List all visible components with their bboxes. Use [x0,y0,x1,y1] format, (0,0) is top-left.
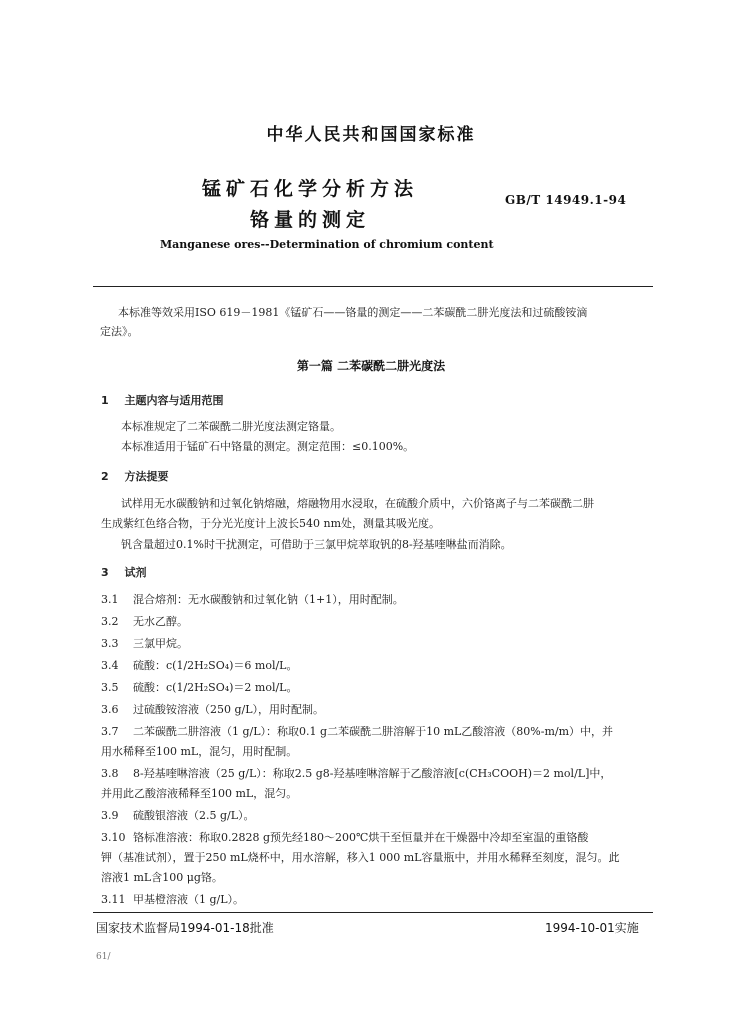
reagent-item: 3.5 硫酸：c(1/2H₂SO₄)＝2 mol/L。 [101,681,298,694]
reagent-item: 3.1 混合熔剂：无水碳酸钠和过氧化钠（1+1），用时配制。 [101,593,404,606]
reagent-item: 3.9 硫酸银溶液（2.5 g/L）。 [101,809,255,822]
section-title: 主题内容与适用范围 [124,394,224,407]
reagent-item: 3.6 过硫酸铵溶液（250 g/L），用时配制。 [101,703,325,716]
section-title: 方法提要 [124,470,169,483]
header-rule [93,286,653,287]
reagent-item-continuation: 溶液1 mL含100 μg铬。 [101,871,223,884]
reagent-item: 3.10 铬标准溶液：称取0.2828 g预先经180～200℃烘干至恒量并在干燥器中冷却至室温的重铬酸 [101,831,589,844]
section-text: 本标准规定了二苯碳酰二肼光度法测定铬量。 [121,420,341,433]
footer-rule [93,912,653,913]
section-number: 2 [101,470,109,483]
title-line-1: 锰矿石化学分析方法 [201,178,418,200]
section-heading [101,467,169,486]
reagent-item-continuation: 钾（基准试剂），置于250 mL烧杯中，用水溶解，移入1 000 mL容量瓶中，并用水稀释至刻度，混匀。此 [101,851,620,864]
part-title: 第一篇 二苯碳酰二肼光度法 [296,359,446,373]
section-heading [101,391,224,410]
section-heading [101,563,147,582]
section-number: 1 [101,394,109,407]
approval-date: 国家技术监督局1994-01-18批准 [96,921,274,935]
reagent-item: 3.8 8-羟基喹啉溶液（25 g/L）：称取2.5 g8-羟基喹啉溶解于乙酸溶液[c(CH₃COOH)＝2 mol/L]中， [101,767,612,780]
effective-date: 1994-10-01实施 [545,921,639,935]
reagent-item: 3.4 硫酸：c(1/2H₂SO₄)＝6 mol/L。 [101,659,298,672]
standard-code: GB/T 14949.1-94 [505,193,627,207]
reagent-item: 3.2 无水乙醇。 [101,615,188,628]
intro-line-2: 定法》。 [100,325,139,338]
reagent-item: 3.3 三氯甲烷。 [101,637,188,650]
section-title: 试剂 [124,566,147,579]
reagent-item-continuation: 用水稀释至100 mL，混匀，用时配制。 [101,745,298,758]
section-text: 生成紫红色络合物，于分光光度计上波长540 nm处，测量其吸光度。 [101,517,441,530]
reagent-item: 3.11 甲基橙溶液（1 g/L）。 [101,893,245,906]
standard-header: 中华人民共和国国家标准 [266,125,476,145]
english-title: Manganese ores--Determination of chromium content [160,238,494,251]
intro-line-1: 本标准等效采用ISO 619－1981《锰矿石——铬量的测定——二苯碳酰二肼光度法和过硫酸铵滴 [118,306,588,319]
section-text: 本标准适用于锰矿石中铬量的测定。测定范围：≤0.100%。 [121,440,415,453]
section-number: 3 [101,566,109,579]
reagent-item-continuation: 并用此乙酸溶液稀释至100 mL，混匀。 [101,787,298,800]
page-number: 61/ [96,952,111,962]
section-text: 试样用无水碳酸钠和过氧化钠熔融，熔融物用水浸取，在硫酸介质中，六价铬离子与二苯碳酰二肼 [121,497,594,510]
section-text: 钒含量超过0.1%时干扰测定，可借助于三氯甲烷萃取钒的8-羟基喹啉盐而消除。 [121,538,512,551]
reagent-item: 3.7 二苯碳酰二肼溶液（1 g/L）：称取0.1 g二苯碳酰二肼溶解于10 mL乙酸溶液（80%-m/m）中，并 [101,725,614,738]
title-line-2: 铬量的测定 [249,209,370,231]
